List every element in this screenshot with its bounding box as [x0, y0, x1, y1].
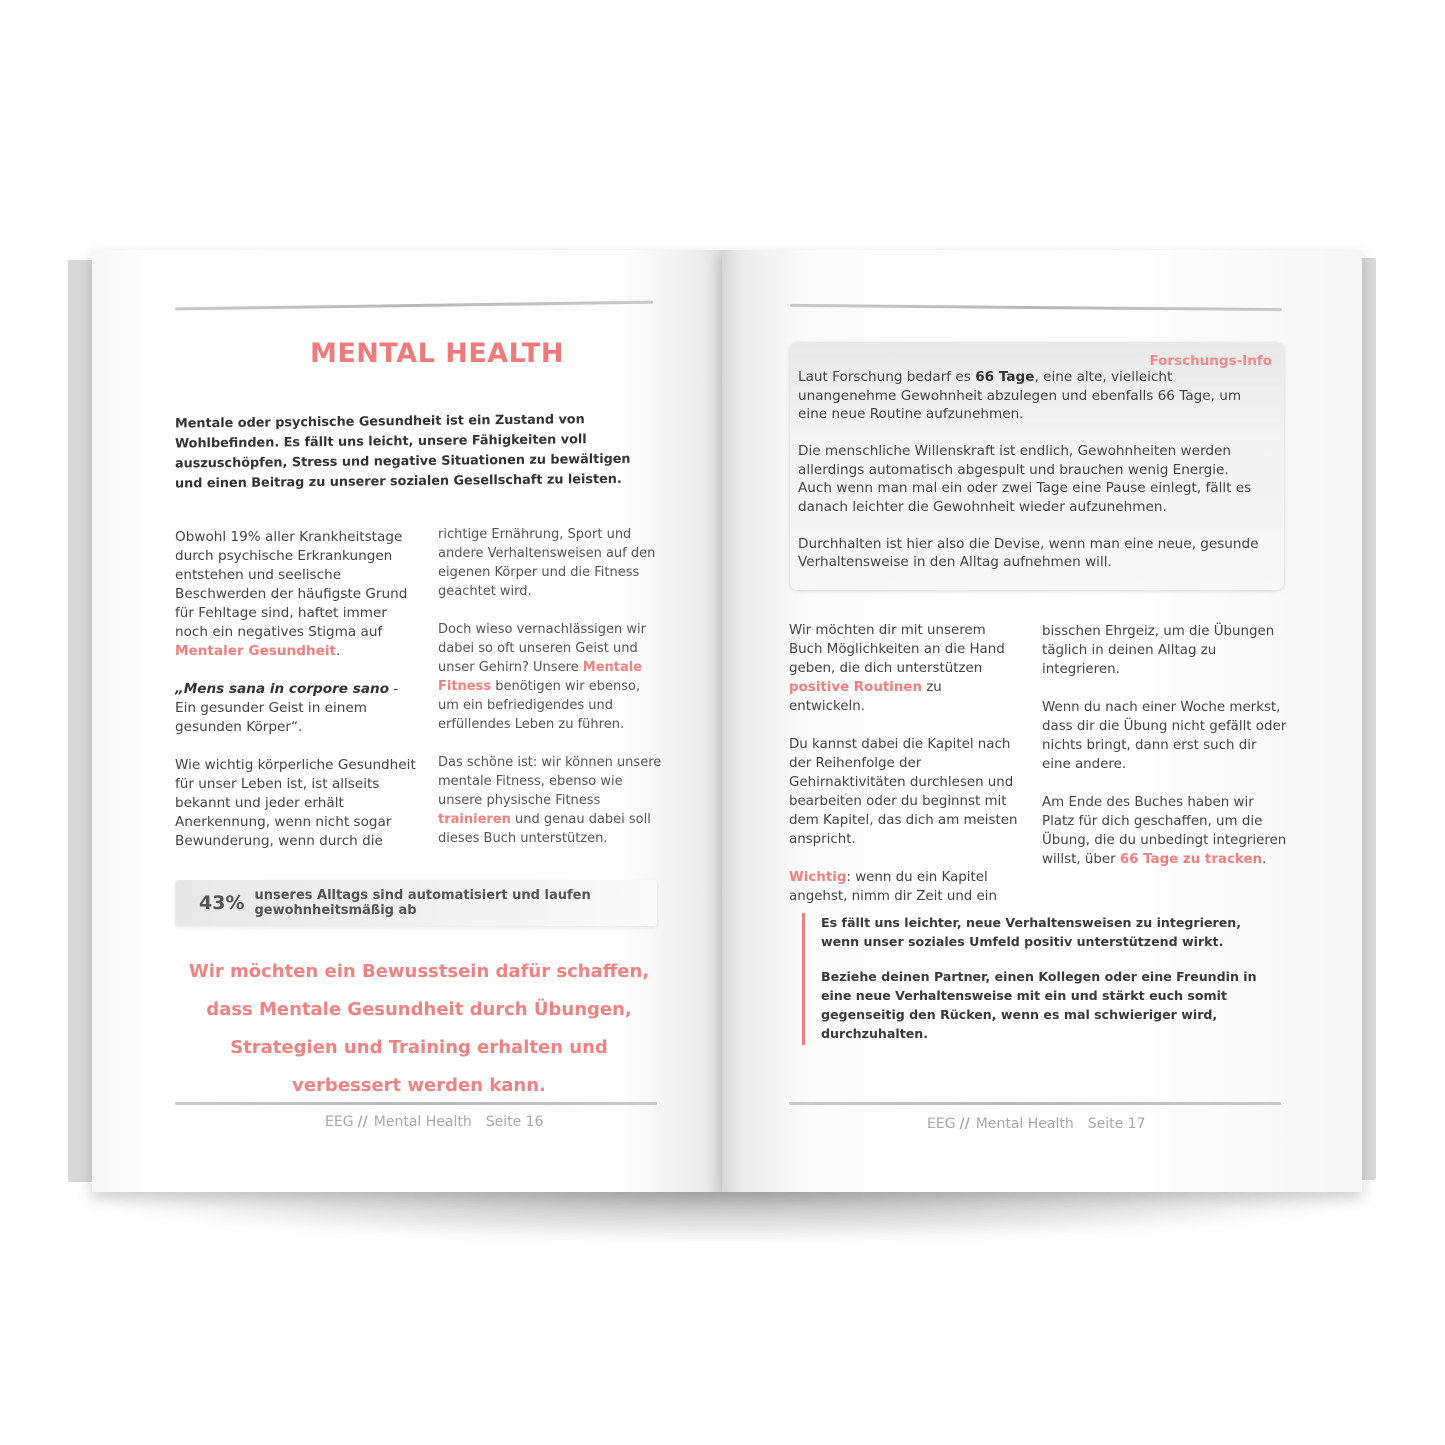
highlight-text: Wichtig: [789, 870, 847, 885]
tip-callout: [802, 913, 1272, 1045]
footer-brand: EEG: [927, 1116, 956, 1132]
left-footer: [325, 1114, 544, 1130]
footer-section: Mental Health: [975, 1116, 1074, 1132]
right-column-2: [1042, 622, 1287, 888]
right-footer: [927, 1116, 1146, 1132]
paragraph: Laut Forschung bedarf es 66 Tage, eine alte, vielleicht unangenehme Gewohnheit abzulegen und ebenfalls 66 Tage, um eine neue Routine aufzunehmen.: [798, 369, 1242, 422]
intro-paragraph: Mentale oder psychische Gesundheit ist ein Zustand von Wohlbefinden. Es fällt uns leicht, unsere Fähigkeiten voll auszuschöpfen, Stress und negative Situationen zu bewältigen und einen Beitrag zu unserer sozialen Gesellschaft zu leisten.: [175, 412, 631, 492]
paragraph: Du kannst dabei die Kapitel nach der Reihenfolge der Gehirnaktivitäten durchlesen und bearbeiten oder du beginnst mit dem Kapitel, das dich am meisten anspricht.: [789, 737, 1018, 847]
bold-text: 66 Tage: [975, 369, 1035, 385]
highlight-quote: Wir möchten ein Bewusstsein dafür schaffen, dass Mentale Gesundheit durch Übungen, Strategien und Training erhalten und verbessert werden kann.: [188, 961, 650, 1096]
page-number: Seite 17: [1087, 1116, 1146, 1132]
paragraph: Wenn du nach einer Woche merkst, dass dir die Übung nicht gefällt oder nichts bringt, dann erst such dir eine andere.: [1042, 700, 1287, 772]
left-column-1: [175, 528, 420, 870]
page-number: Seite 16: [485, 1114, 544, 1130]
stat-bar: [175, 880, 657, 926]
paragraph: „Mens sana in corpore sano - Ein gesunder Geist in einem gesunden Körper“.: [175, 681, 399, 735]
footer-brand: EEG: [325, 1114, 354, 1130]
paragraph: Die menschliche Willenskraft ist endlich, Gewohnheiten werden allerdings automatisch abgespult und brauchen wenig Energie. Auch wenn man mal ein oder zwei Tage eine Pause einlegt, fällt es danach leichter die Gewohnheit wieder aufzunehmen.: [798, 443, 1252, 515]
left-column-2: [438, 525, 663, 867]
footer-separator: //: [357, 1114, 368, 1130]
footer-separator: //: [959, 1116, 970, 1132]
paragraph: Es fällt uns leichter, neue Verhaltensweisen zu integrieren, wenn unser soziales Umfeld positiv unterstützend wirkt.: [821, 915, 1242, 949]
stat-number: 43%: [199, 892, 245, 914]
left-bottom-rule: [175, 1102, 657, 1105]
research-info-box: [790, 342, 1284, 590]
highlight-text: 66 Tage zu tracken: [1119, 852, 1263, 867]
paragraph: richtige Ernährung, Sport und andere Verhaltensweisen auf den eigenen Körper und die Fitness geachtet wird.: [438, 527, 656, 599]
highlight-text: Mentale Fitness: [438, 660, 643, 694]
paragraph: Wichtig: wenn du ein Kapitel angehst, nimm dir Zeit und ein: [789, 870, 998, 904]
paragraph: Wir möchten dir mit unserem Buch Möglichkeiten an die Hand geben, die dich unterstützen positive Routinen zu entwickeln.: [789, 623, 1005, 714]
paragraph: Das schöne ist: wir können unsere mentale Fitness, ebenso wie unsere physische Fitness trainieren und genau dabei soll dieses Buch unterstützen.: [438, 755, 662, 846]
paragraph: Durchhalten ist hier also die Devise, wenn man eine neue, gesunde Verhaltensweise in den Alltag aufnehmen will.: [798, 535, 1259, 570]
highlight-text: trainieren: [438, 812, 511, 827]
paragraph: Doch wieso vernachlässigen wir dabei so oft unseren Geist und unser Gehirn? Unsere Mentale Fitness benötigen wir ebenso, um ein befriedigendes und erfüllendes Leben zu führen.: [438, 622, 646, 732]
highlight-text: Mentaler Gesundheit: [175, 643, 337, 659]
page-title: MENTAL HEALTH: [310, 338, 564, 369]
paragraph: Am Ende des Buches haben wir Platz für dich geschaffen, um die Übung, die du unbedingt integrieren willst, über 66 Tage zu tracken.: [1042, 795, 1287, 867]
paragraph: bisschen Ehrgeiz, um die Übungen täglich in deinen Alltag zu integrieren.: [1042, 624, 1275, 677]
info-box-label: Forschungs-Info: [1149, 353, 1272, 369]
footer-section: Mental Health: [373, 1114, 472, 1130]
paragraph: Beziehe deinen Partner, einen Kollegen oder eine Freundin in eine neue Verhaltensweise mit ein und stärkt euch somit gegenseitig den Rücken, wenn es mal schwieriger wird, durchzuhalten.: [821, 969, 1257, 1041]
highlight-text: positive Routinen: [789, 680, 922, 695]
right-bottom-rule: [789, 1102, 1281, 1105]
paragraph: Obwohl 19% aller Krankheitstage durch psychische Erkrankungen entstehen und seelische Beschwerden der häufigste Grund für Fehltage sind, haftet immer noch ein negatives Stigma auf Mentaler Gesundheit.: [175, 529, 408, 659]
right-column-1: [789, 621, 1021, 925]
paragraph: Wie wichtig körperliche Gesundheit für unser Leben ist, ist allseits bekannt und jeder erhält Anerkennung, wenn nicht sogar Bewunderung, wenn durch die: [175, 757, 416, 849]
stat-text: unseres Alltags sind automatisiert und laufen gewohnheitsmäßig ab: [254, 888, 591, 918]
latin-quote: „Mens sana in corpore sano: [175, 681, 390, 697]
